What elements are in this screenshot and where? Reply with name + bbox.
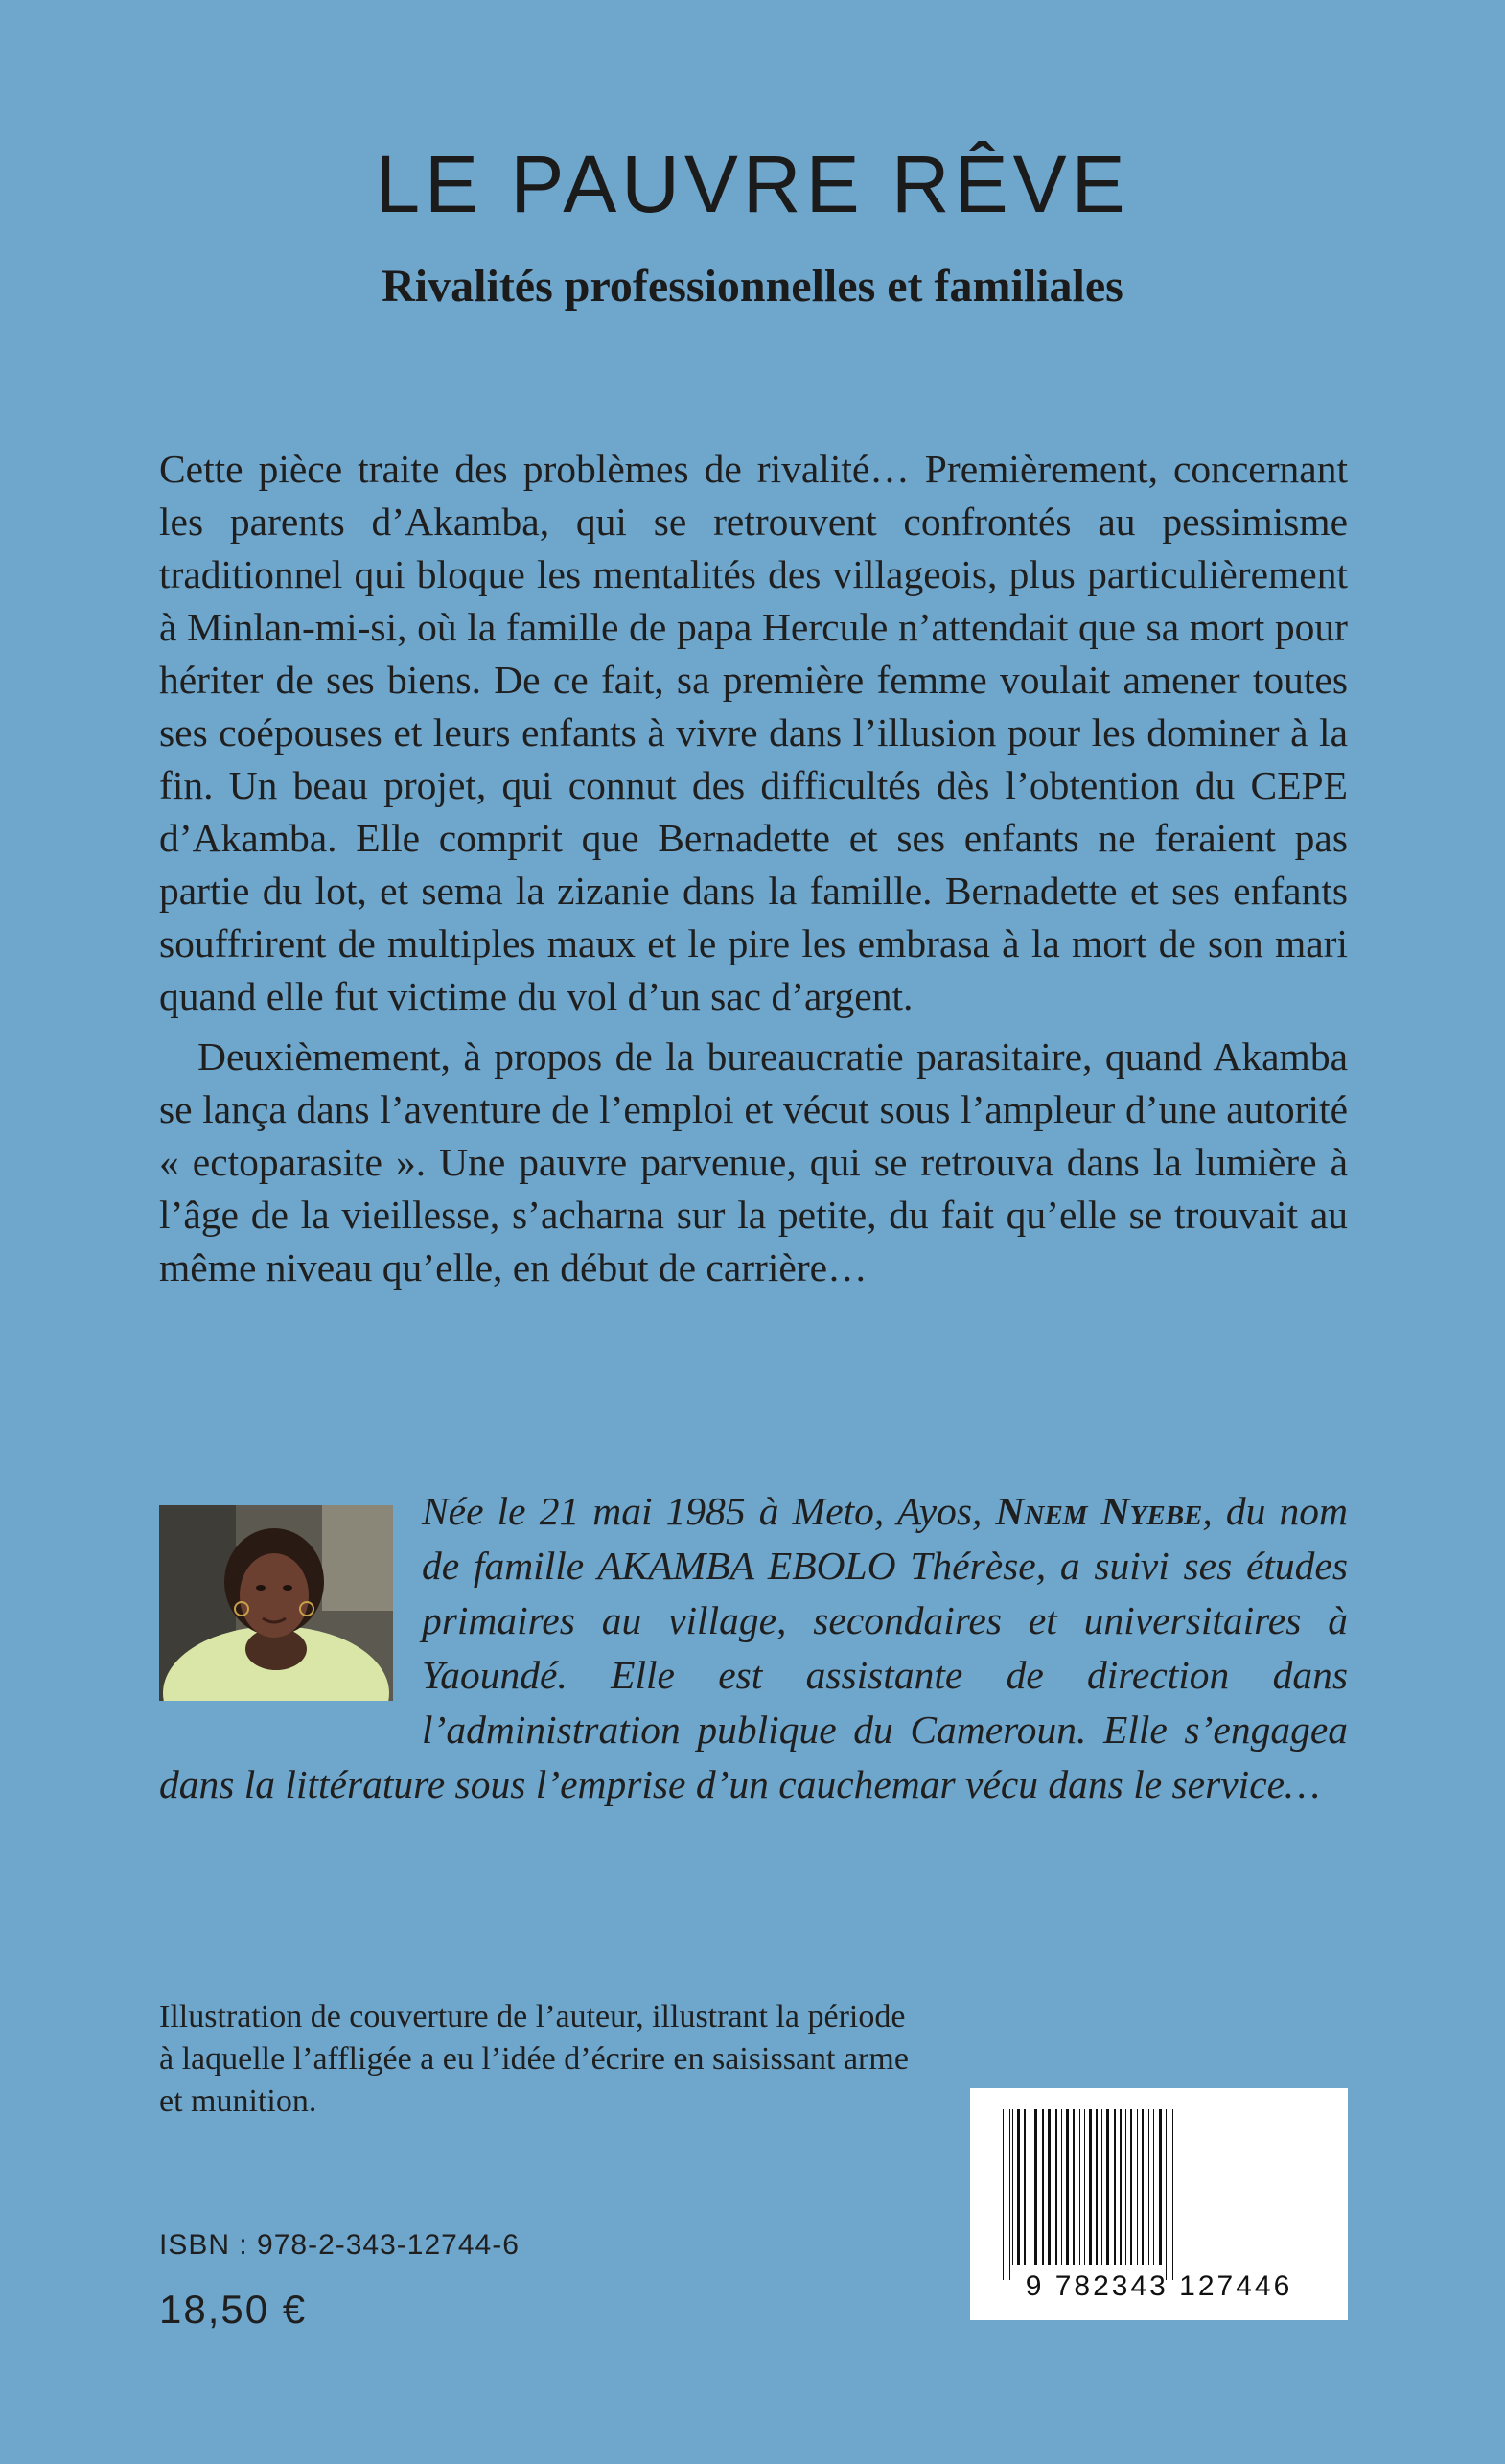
barcode-bar <box>1101 2109 1102 2265</box>
barcode-box <box>970 2088 1348 2320</box>
barcode-number: 9 782343 127446 <box>1025 2270 1293 2302</box>
back-cover-summary <box>159 443 1348 1294</box>
price: 18,50 € <box>159 2287 308 2332</box>
book-subtitle: Rivalités professionnelles et familiales <box>382 261 1123 312</box>
illustration-credit: Illustration de couverture de l’auteur, illustrant la période à laquelle l’affligée a eu l’idée d’écrire en saisissant arme et munition. <box>159 1999 909 2119</box>
barcode-bar <box>1034 2109 1037 2265</box>
barcode-guard-bar <box>1172 2109 1173 2280</box>
summary-paragraph-2: Deuxièmement, à propos de la bureaucratie parasitaire, quand Akamba se lança dans l’aventure de l’emploi et vécut sous l’ampleur d’une autorité « ectoparasite ». Une pauvre parvenue, qui se retrouva dans la lumière à l’âge de la vieillesse, s’acharna sur la petite, du fait qu’elle se trouvait au même niveau qu’elle, en début de carrière… <box>159 1034 1348 1290</box>
barcode-guard-bar <box>1166 2109 1167 2280</box>
barcode-bar <box>1114 2109 1116 2265</box>
summary-paragraph-1: Cette pièce traite des problèmes de rivalité… Premièrement, concernant les parents d’Akamba, qui se retrouvent confrontés au pessimisme traditionnel qui bloque les mentalités des villageois, plus particulièrement à Minlan-mi-si, où la famille de papa Hercule n’attendait que sa mort pour hériter de ses biens. De ce fait, sa première femme voulait amener toutes ses coépouses et leurs enfants à vivre dans l’illusion pour les dominer à la fin. Un beau projet, qui connut des difficultés dès l’obtention du CEPE d’Akamba. Elle comprit que Bernadette et ses enfants ne feraient pas partie du lot, et sema la zizanie dans la famille. Bernadette et ses enfants souffrirent de multiples maux et le pire les embrasa à la mort de son mari quand elle fut victime du vol d’un sac d’argent. <box>159 447 1348 1018</box>
barcode-bar <box>1024 2109 1026 2265</box>
barcode-bar <box>1137 2109 1138 2265</box>
barcode-bar <box>1073 2109 1075 2265</box>
bio-rest: , du nom de famille AKAMBA EBOLO Thérèse, a suivi ses études primaires au village, secondaires et universitaires à Yaoundé. Elle est assistante de direction dans l’administration publique du Cameroun. Elle s’engagea dans la littérature sous l’emprise d’un cauchemar vécu dans le service… <box>159 1489 1348 1806</box>
barcode-guard-bar <box>1009 2109 1010 2280</box>
barcode-bar <box>1106 2109 1109 2265</box>
barcode-bar <box>1055 2109 1057 2265</box>
barcode-bar <box>1042 2109 1044 2265</box>
barcode-bar <box>1153 2109 1154 2265</box>
barcode-guard-bar <box>1003 2109 1004 2280</box>
bio-intro: Née le 21 mai 1985 à Meto, Ayos, <box>422 1489 996 1533</box>
barcode-bar <box>1096 2109 1098 2265</box>
barcode-bar <box>1159 2109 1162 2265</box>
barcode-bar <box>1066 2109 1069 2265</box>
barcode-bar <box>1125 2109 1126 2265</box>
author-name: Nnem Nyebe <box>995 1489 1203 1533</box>
barcode-bar <box>1120 2109 1122 2265</box>
barcode-bar <box>1089 2109 1092 2265</box>
barcode-bar <box>1084 2109 1085 2265</box>
barcode-bar <box>1130 2109 1132 2265</box>
barcode-bar <box>1148 2109 1149 2265</box>
barcode-bar <box>1017 2109 1020 2265</box>
book-title: LE PAUVRE RÊVE <box>375 139 1130 229</box>
barcode-bar <box>1142 2109 1144 2265</box>
author-bio <box>159 1484 1348 1812</box>
photo-spacer <box>159 1484 422 1705</box>
barcode-bar <box>1012 2109 1013 2265</box>
barcode-bar <box>1048 2109 1051 2265</box>
barcode-bar <box>1079 2109 1080 2265</box>
isbn: ISBN : 978-2-343-12744-6 <box>159 2229 520 2261</box>
barcode-bar <box>1061 2109 1062 2265</box>
